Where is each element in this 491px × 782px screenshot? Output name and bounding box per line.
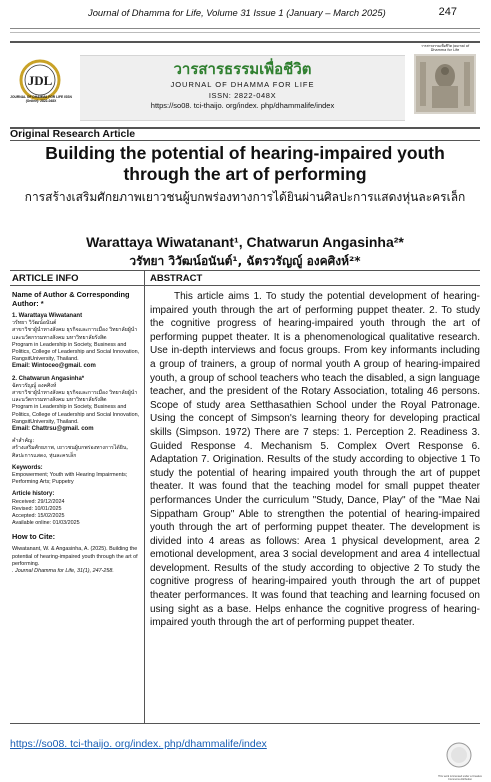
journal-cover-image	[414, 54, 476, 114]
author-list: Warattaya Wiwatanant¹, Chatwarun Angasinha²*	[86, 234, 404, 250]
info-header-rule	[10, 285, 480, 286]
journal-thai-name: วารสารธรรมเพื่อชีวิต	[173, 60, 312, 78]
author-1-name: 1. Warattaya Wiwatanant	[12, 313, 83, 319]
thai-keywords-label: คำสำคัญ:	[12, 438, 35, 445]
cite-journal: . Journal Dhamma for Life, 31(1), 247-258.	[12, 568, 114, 575]
author-2-name: 2. Chatwarun Angasinha*	[12, 375, 85, 382]
author-1-email[interactable]: Email: Wintoceo@gmail. com	[12, 363, 96, 370]
author-1-thai-name: วรัทยา วิวัฒน์อนันต์	[12, 320, 57, 327]
info-bottom-rule	[10, 723, 480, 724]
article-info-panel	[12, 290, 140, 575]
cite-label: How to Cite:	[12, 532, 56, 542]
header-rule	[10, 28, 480, 29]
thai-keywords: สร้างเสริมศักยภาพ, เยาวชนผู้บกพร่องทางการได้ยิน, ศิลปะการแสดง, หุ่นละครเล็ก	[12, 445, 129, 459]
license-text: This work is licensed under a Creative Commons Attribution	[438, 775, 482, 781]
author-1-thai-affiliation: สาขาวิชาผู้นำทางสังคม ธุรกิจและการเมือง วิทยาลัยผู้นำและนวัตกรรมทางสังคม มหาวิทยาลัยรังสิต	[12, 327, 138, 341]
page-number: 247	[438, 6, 457, 18]
title-rule	[10, 140, 480, 141]
author-2-email[interactable]: Email: Chattrsu@gmail. com	[12, 426, 94, 433]
info-top-rule	[10, 270, 480, 271]
abstract-body: This article aims 1. To study the potential development of hearing-impaired youth through the art of performing puppet theater. 2. To study the cognitive progress of hearing-impaired youth through the art of performing puppet theater. It is a phenomenological qualitative research. Use in-depth interviews and focus groups. From key informants including a group of trainers, a group of normal youth A group of hearing-impaired youth, a group of school teachers who teach the disabled, a sign language teacher, and the president of the Rotary Association, totaling 46 persons. Scope of study area Setthasathien School under the Royal Patronage. Using the concept of Simpson's learning theory for developing practical skills (Simpson. 1972) There are 7 steps: 1. Perception 2. Readiness 3. Guided Response 4. Mechanism 5. Complex Overt Response 6. Adaptation 7. Origination. Results of the study according to objective 1 To study the potential of hearing impaired youth through the art of puppet theater. It was found that the teaching model for small puppet theater performances Under the curriculum "Study, Dance, Play" of the "Mae Nai Sippatham Group" Able to strengthen the potential of hearing-impaired youth through the art of performing puppet theater. The development is divided into 4 areas as follows: Area 1 physical development, area 2 emotional development, area 3 social development and area 4 intellectual development. Results of the study according to objective 2 To study the cognitive progress of hearing-impaired youth through the art of puppet theater performances. It was found that teaching and learning focused on using sight as a base. Helps enhance the cognitive progress of hearing-impaired youth through the art of performing puppet theater.	[150, 291, 480, 629]
abstract-heading: ABSTRACT	[150, 273, 203, 284]
running-head: Journal of Dhamma for Life, Volume 31 Issue 1 (January – March 2025)	[88, 7, 386, 18]
journal-issn: ISSN: 2822-048X	[208, 91, 277, 100]
license-badge-icon	[446, 742, 472, 768]
article-info-heading: ARTICLE INFO	[12, 273, 79, 284]
cite-text: Wiwatanant, W. & Angasinha, A. (2025). Building the potential of hearing-impaired youth through the art of performing.	[12, 546, 138, 567]
online-date: Available online: 01/03/2025	[12, 520, 80, 527]
author-list-thai: วรัทยา วิวัฒน์อนันต์¹, ฉัตรวรัญญู์ องคศิงห์²*	[129, 254, 361, 268]
footer-url-link[interactable]: https://so08. tci-thaijo. org/index. php/dhammalife/index	[10, 738, 267, 750]
paper-title-thai: การสร้างเสริมศักยภาพเยาวชนผู้บกพร่องทางการได้ยินผ่านศิลปะการแสดงหุ่นละครเล็ก	[24, 190, 466, 204]
header-rule-thin	[10, 32, 480, 33]
received-date: Received: 29/12/2024	[12, 498, 65, 505]
author-heading: Name of Author & Corresponding Author: *	[12, 290, 130, 308]
author-2-thai-name: ฉัตรวรัญญู์ องคศิงห์	[12, 382, 57, 389]
accepted-date: Accepted: 15/02/2025	[12, 513, 65, 520]
history-label: Article history:	[12, 491, 55, 498]
article-type: Original Research Article	[10, 128, 136, 140]
author-2-affiliation: Program in Leadership in Society, Business and Politics, College of Leadership and Social Innovation, RangsitUniversity, Thailand.	[12, 404, 140, 425]
keywords: Empowerment; Youth with Hearing Impairments; Performing Arts; Puppetry	[12, 472, 128, 486]
logo-letters: JDL	[27, 73, 53, 88]
keywords-label: Keywords:	[12, 464, 43, 471]
cover-label: วารสารธรรมเพื่อชีวิต Journal of Dhamma for Life	[420, 44, 470, 53]
column-divider	[144, 271, 145, 723]
author-1-affiliation: Program in Leadership in Society, Business and Politics, College of Leadership and Social Innovation, RangsitUniversity, Thailand.	[12, 341, 140, 363]
journal-english-name: JOURNAL OF DHAMMA FOR LIFE	[170, 80, 315, 89]
author-2-thai-affiliation: สาขาวิชาผู้นำทางสังคม ธุรกิจและการเมือง วิทยาลัยผู้นำและนวัตกรรมทางสังคม มหาวิทยาลัยรังสิต	[12, 390, 138, 404]
revised-date: Revised: 10/01/2025	[12, 505, 62, 512]
journal-url[interactable]: https://so08. tci-thaijo. org/index. php/dhammalife/index	[150, 101, 335, 110]
abstract-text	[150, 290, 480, 630]
paper-title: Building the potential of hearing-impaired youth through the art of performing	[45, 143, 445, 184]
logo-caption: JOURNAL OF DHAMMA FOR LIFE ISSN (Online): 2822-048X	[10, 95, 72, 103]
